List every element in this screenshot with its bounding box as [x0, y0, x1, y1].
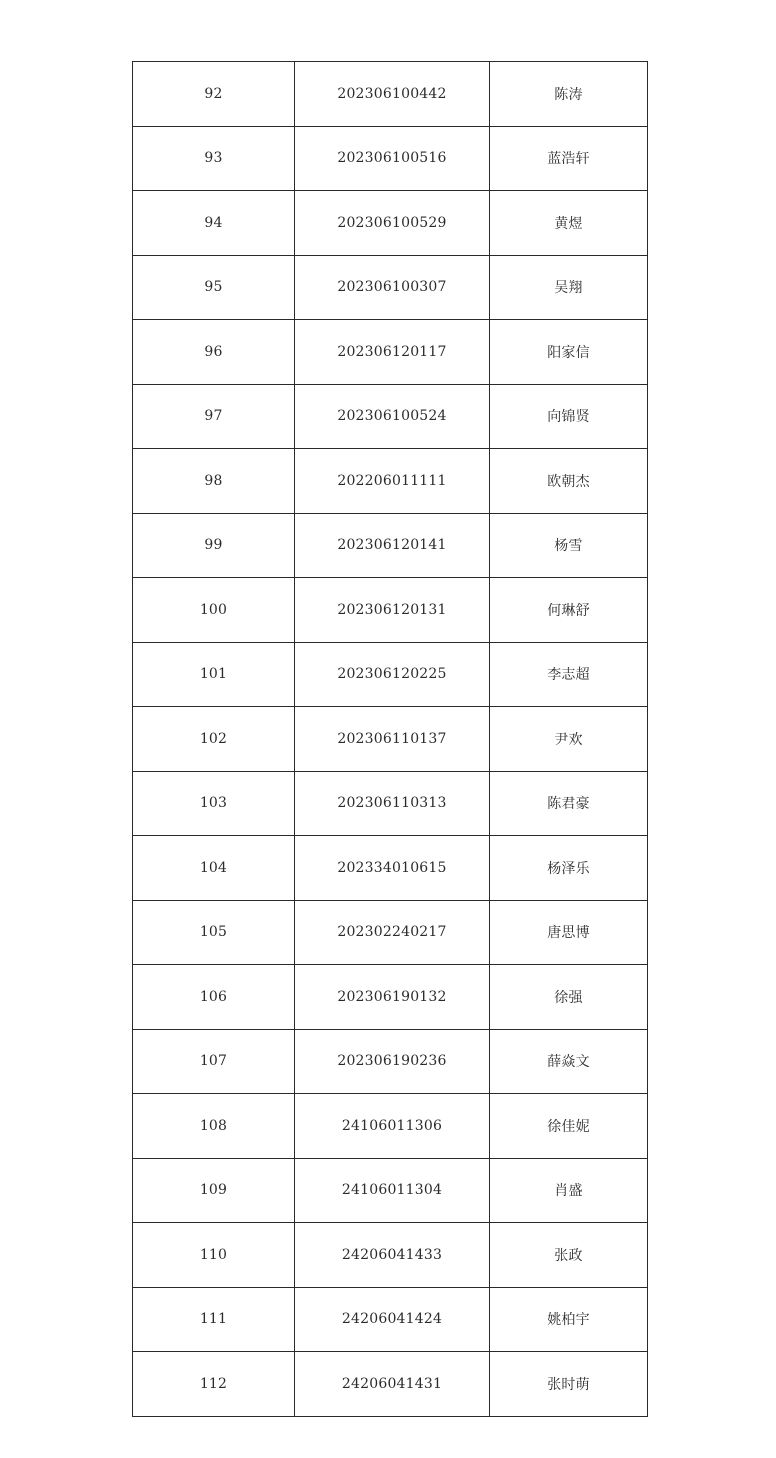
student-id-cell: 202306100307 — [295, 255, 490, 320]
student-id-cell: 202306120131 — [295, 578, 490, 643]
student-name-cell: 肖盛 — [490, 1158, 648, 1223]
row-number-cell: 110 — [133, 1223, 295, 1288]
row-number-cell: 105 — [133, 900, 295, 965]
student-id-cell: 202206011111 — [295, 449, 490, 514]
student-id-cell: 202306100516 — [295, 126, 490, 191]
student-id-cell: 24106011306 — [295, 1094, 490, 1159]
student-name-cell: 杨泽乐 — [490, 836, 648, 901]
student-name-cell: 阳家信 — [490, 320, 648, 385]
table-row — [133, 771, 648, 836]
table-row — [133, 384, 648, 449]
table-row — [133, 449, 648, 514]
student-id-cell: 202306100529 — [295, 191, 490, 256]
student-id-cell: 202306100442 — [295, 62, 490, 127]
table-row — [133, 836, 648, 901]
student-name-cell: 陈涛 — [490, 62, 648, 127]
table-row — [133, 707, 648, 772]
row-number-cell: 94 — [133, 191, 295, 256]
table-row — [133, 642, 648, 707]
student-id-cell: 202334010615 — [295, 836, 490, 901]
student-id-cell: 202306120117 — [295, 320, 490, 385]
student-id-cell: 24106011304 — [295, 1158, 490, 1223]
student-name-cell: 欧朝杰 — [490, 449, 648, 514]
table-row — [133, 900, 648, 965]
student-id-cell: 202306120225 — [295, 642, 490, 707]
student-id-cell: 202306120141 — [295, 513, 490, 578]
student-name-cell: 蓝浩轩 — [490, 126, 648, 191]
table-row — [133, 578, 648, 643]
student-id-cell: 202306190236 — [295, 1029, 490, 1094]
row-number-cell: 103 — [133, 771, 295, 836]
table-row — [133, 513, 648, 578]
student-name-cell: 姚柏宇 — [490, 1287, 648, 1352]
student-name-cell: 徐佳妮 — [490, 1094, 648, 1159]
row-number-cell: 98 — [133, 449, 295, 514]
roster-table — [132, 61, 648, 1417]
row-number-cell: 101 — [133, 642, 295, 707]
row-number-cell: 96 — [133, 320, 295, 385]
row-number-cell: 97 — [133, 384, 295, 449]
student-name-cell: 徐强 — [490, 965, 648, 1030]
student-id-cell: 202306110137 — [295, 707, 490, 772]
row-number-cell: 95 — [133, 255, 295, 320]
row-number-cell: 111 — [133, 1287, 295, 1352]
student-name-cell: 吴翔 — [490, 255, 648, 320]
student-name-cell: 唐思博 — [490, 900, 648, 965]
student-id-cell: 24206041424 — [295, 1287, 490, 1352]
table-row — [133, 1223, 648, 1288]
student-id-cell: 24206041431 — [295, 1352, 490, 1417]
student-name-cell: 向锦贤 — [490, 384, 648, 449]
student-name-cell: 张时萌 — [490, 1352, 648, 1417]
table-row — [133, 255, 648, 320]
row-number-cell: 92 — [133, 62, 295, 127]
student-name-cell: 黄煜 — [490, 191, 648, 256]
table-row — [133, 1352, 648, 1417]
row-number-cell: 106 — [133, 965, 295, 1030]
row-number-cell: 107 — [133, 1029, 295, 1094]
table-row — [133, 191, 648, 256]
student-name-cell: 杨雪 — [490, 513, 648, 578]
student-name-cell: 何琳舒 — [490, 578, 648, 643]
student-id-cell: 202302240217 — [295, 900, 490, 965]
table-row — [133, 320, 648, 385]
row-number-cell: 102 — [133, 707, 295, 772]
student-name-cell: 李志超 — [490, 642, 648, 707]
table-row — [133, 62, 648, 127]
table-row — [133, 965, 648, 1030]
student-id-cell: 202306110313 — [295, 771, 490, 836]
roster-table-body — [133, 62, 648, 1417]
row-number-cell: 93 — [133, 126, 295, 191]
table-row — [133, 1029, 648, 1094]
table-row — [133, 1158, 648, 1223]
student-name-cell: 张政 — [490, 1223, 648, 1288]
student-name-cell: 尹欢 — [490, 707, 648, 772]
student-id-cell: 24206041433 — [295, 1223, 490, 1288]
student-id-cell: 202306100524 — [295, 384, 490, 449]
table-row — [133, 1287, 648, 1352]
student-id-cell: 202306190132 — [295, 965, 490, 1030]
row-number-cell: 104 — [133, 836, 295, 901]
row-number-cell: 112 — [133, 1352, 295, 1417]
table-row — [133, 1094, 648, 1159]
student-name-cell: 薛焱文 — [490, 1029, 648, 1094]
student-name-cell: 陈君豪 — [490, 771, 648, 836]
row-number-cell: 109 — [133, 1158, 295, 1223]
table-row — [133, 126, 648, 191]
row-number-cell: 99 — [133, 513, 295, 578]
roster-table-container — [132, 61, 646, 1417]
row-number-cell: 100 — [133, 578, 295, 643]
row-number-cell: 108 — [133, 1094, 295, 1159]
